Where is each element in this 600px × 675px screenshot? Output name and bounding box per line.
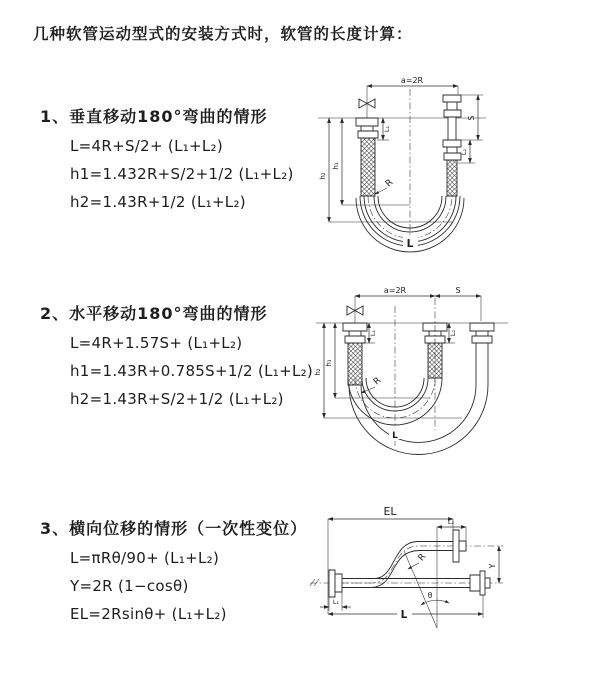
dim-L1	[320, 592, 351, 611]
radius-callout	[375, 178, 395, 194]
dim-label-S: S	[455, 286, 461, 295]
dim-L1	[377, 118, 391, 140]
formula-L: L=4R+1.57S+ (L₁+L₂)	[70, 334, 243, 352]
dim-EL	[328, 505, 453, 614]
diagram-lateral-displacement	[310, 505, 503, 628]
right-flange-straight	[470, 571, 490, 595]
formula-h2: h2=1.43R+1/2 (L₁+L₂)	[70, 193, 246, 211]
dim-L2	[437, 518, 466, 628]
left-fitting	[356, 118, 378, 196]
formula-h1: h1=1.43R+0.785S+1/2 (L₁+L₂)	[70, 362, 314, 380]
dim-label-L2: L₂	[447, 518, 455, 526]
formula-L: L=πRθ/90+ (L₁+L₂)	[70, 549, 220, 567]
dim-label-L1: L₁	[369, 329, 377, 337]
length-label	[403, 236, 418, 250]
dim-label-L: L	[392, 431, 398, 441]
dim-label-S: S	[467, 115, 476, 121]
dim-a-2R	[367, 76, 458, 94]
dim-S	[458, 95, 483, 140]
dim-S	[435, 286, 481, 321]
radius-callout	[408, 552, 428, 569]
page-title: 几种软管运动型式的安装方式时，软管的长度计算：	[33, 25, 413, 43]
dim-label-L: L	[400, 609, 408, 621]
diagram-vertical-180-bend	[318, 76, 486, 252]
valve-icon	[347, 296, 363, 323]
dim-Y	[488, 546, 499, 583]
braided-hose-right	[447, 160, 457, 196]
dim-label-h2: h₂	[319, 172, 327, 180]
left-fitting	[343, 323, 367, 385]
dim-label-L2: L₂	[449, 329, 457, 337]
formula-L: L=4R+S/2+ (L₁+L₂)	[70, 137, 224, 155]
dim-label-h1: h₁	[332, 162, 340, 170]
axis-break-mark	[310, 579, 319, 586]
section-2-heading: 2、水平移动180°弯曲的情形	[40, 304, 268, 323]
dim-L	[328, 595, 483, 621]
dim-label-a2r: a=2R	[400, 76, 424, 85]
dim-label-h1: h₁	[325, 359, 333, 367]
hose-displaced-position	[342, 542, 453, 588]
dim-label-R: R	[416, 552, 429, 564]
formula-EL: EL=2Rsinθ+ (L₁+L₂)	[70, 605, 227, 623]
dim-label-L2: L₂	[460, 148, 468, 156]
right-fitting	[443, 95, 461, 196]
section-1-heading: 1、垂直移动180°弯曲的情形	[40, 107, 268, 126]
dim-label-R: R	[371, 375, 384, 388]
formula-h1: h1=1.432R+S/2+1/2 (L₁+L₂)	[70, 165, 294, 183]
dim-label-L1: L₁	[332, 598, 340, 606]
dim-label-h2: h₂	[314, 368, 322, 376]
valve-icon	[359, 86, 375, 118]
dim-label-L: L	[406, 238, 414, 250]
dim-label-L1: L₁	[383, 125, 391, 133]
section-3-heading: 3、横向位移的情形（一次性变位）	[40, 519, 308, 538]
left-flange	[329, 570, 342, 597]
diagram-horizontal-180-bend	[314, 286, 508, 455]
dim-label-a2r: a=2R	[383, 286, 407, 295]
formula-h2: h2=1.43R+S/2+1/2 (L₁+L₂)	[70, 390, 284, 408]
dim-label-EL: EL	[383, 505, 397, 518]
right-flange-displaced	[453, 530, 466, 562]
right-fitting-moved	[470, 323, 494, 385]
dim-label-Y: Y	[488, 563, 497, 569]
dim-label-R: R	[383, 177, 396, 190]
dim-a-2R	[355, 286, 435, 296]
formula-Y: Y=2R (1−cosθ)	[70, 577, 189, 595]
angle-label-theta: θ	[427, 591, 433, 600]
braided-hose-left	[361, 138, 375, 196]
